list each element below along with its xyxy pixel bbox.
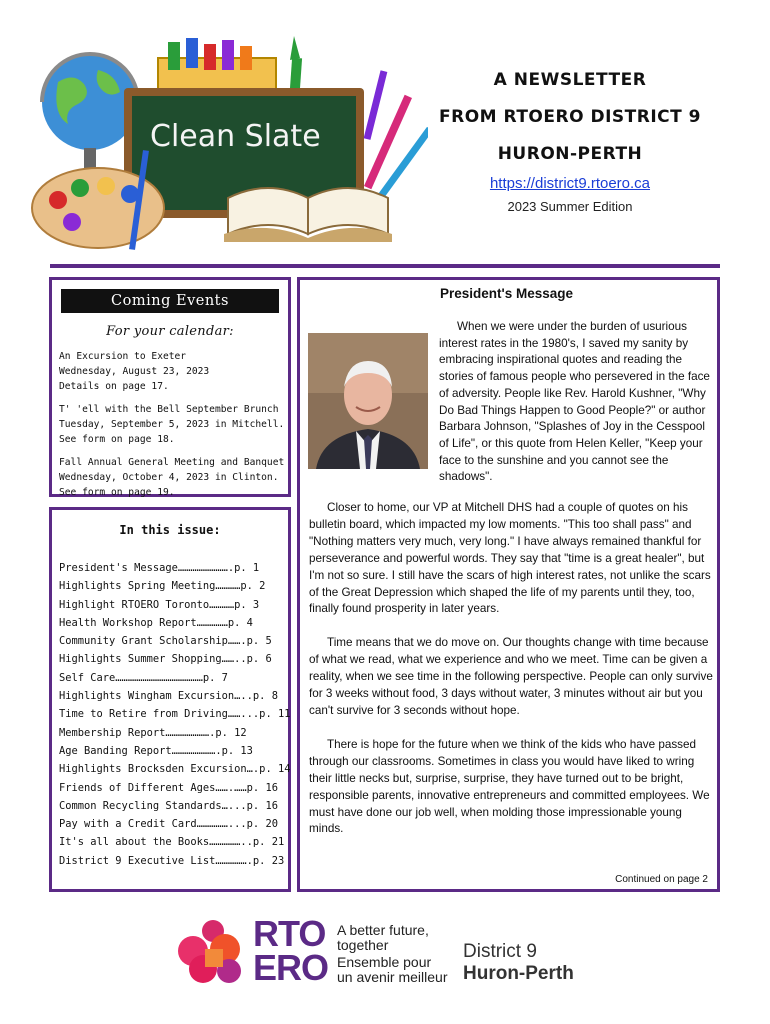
in-this-issue-title: In this issue: [119,523,221,537]
toc-item: Common Recycling Standards…...p. 16 [59,799,278,812]
tagline-english: A better future, together [337,922,429,953]
toc-item: Health Workshop Report……………p. 4 [59,616,253,629]
event-date: Wednesday, August 23, 2023 [59,366,210,377]
event-details: See form on page 18. [59,434,175,445]
event-details: Details on page 17. [59,381,169,392]
district-website-link[interactable]: https://district9.rtoero.ca [489,175,651,192]
event-item [59,349,288,394]
in-this-issue-panel [49,507,291,892]
district-label: District 9 [463,941,537,962]
newsletter-heading [430,62,710,214]
toc-item: Highlight RTOERO Toronto…………p. 3 [59,598,260,611]
presidents-message-panel [297,277,720,892]
rtoero-flower-icon [175,919,251,985]
paint-palette-icon [32,150,164,250]
president-portrait [308,333,428,469]
newsletter-line: FROM RTOERO DISTRICT 9 [439,107,701,127]
event-name: T' 'ell with the Bell September Brunch [59,404,279,415]
event-date: Wednesday, October 4, 2023 in Clinton. [59,472,279,483]
rtoero-wordmark: RTO ERO [253,913,329,988]
paintbrush-icon [364,70,428,203]
masthead-title: Clean Slate [150,119,321,154]
presidents-message-paragraph: When we were under the burden of usurious interest rates in the 1980's, I saved my sanity by embracing inspirational quotes and reading the stories of famous people who persevered in the face of adversity. People like Rev. Harold Kushner, "Why Do Bad Things Happen to Good People?" or author Barbara Johnson, "Splashes of Joy in the Cesspool of Life", or this quote from Helen Keller, "Keep your face to the sunshine and you cannot see the shadows". [439,320,710,484]
toc-item: President's Message…………………….p. 1 [59,562,260,574]
continued-note: Continued on page 2 [615,874,708,885]
event-date: Tuesday, September 5, 2023 in Mitchell. [59,419,285,430]
toc-item: District 9 Executive List…………….p. 23 [59,854,285,867]
event-name: An Excursion to Exeter [59,351,187,362]
newsletter-line: HURON-PERTH [497,144,643,164]
toc-item: Community Grant Scholarship…….p. 5 [59,635,272,648]
event-item [59,402,288,447]
events-list [59,349,288,500]
presidents-message-title: President's Message [440,286,574,301]
toc-item: Pay with a Credit Card……………...p. 20 [59,818,278,831]
toc-item: Highlights Summer Shopping……..p. 6 [59,653,272,666]
coming-events-title: Coming Events [61,289,279,313]
clean-slate-masthead-illustration [28,30,428,255]
toc-item: Self Care……………………………………p. 7 [59,671,228,684]
event-name: Fall Annual General Meeting and Banquet [59,457,285,468]
toc-item: Highlights Spring Meeting…………p. 2 [59,580,266,593]
region-label: Huron-Perth [463,963,574,984]
presidents-message-paragraph: Closer to home, our VP at Mitchell DHS had a couple of quotes on his bulletin board, which impacted my low moments. "This too shall pass" and "Nothing matters very much, very long." I have always remained thankful for perseverance and powerful words. They say that "time is a great healer", but I'm not so sure. I still have the scars of high interest rates, not unlike the scars of the Great Depression which shaped the life of my parents until they, too, finally found prosperity in later years. [309,501,711,616]
tagline-french: Ensemble pour un avenir meilleur [337,954,448,985]
rtoero-logo [175,913,605,989]
toc-item: Age Banding Report………………….p. 13 [59,744,253,757]
event-details: See form on page 19. [59,487,175,498]
presidents-message-body [309,500,713,855]
coming-events-subtitle: For your calendar: [106,324,234,339]
toc-item: Membership Report………………….p. 12 [59,726,247,739]
presidents-message-paragraph: There is hope for the future when we think of the kids who have passed through our classrooms. Sometimes in class you would have liked to wring their little necks but, surprise, surprise, they have turned out to be bright, responsible parents, innovative entrepreneurs and committed employees. We must have done our job well, when molding those impressionable young minds. [309,737,710,836]
coming-events-panel [49,277,291,497]
toc-item: Highlights Brocksden Excursion….p. 14 [59,763,291,776]
toc-item: Highlights Wingham Excursion…..p. 8 [59,690,278,703]
globe-icon [42,54,138,174]
toc-item: It's all about the Books……………..p. 21 [59,836,285,849]
event-item [59,455,288,500]
table-of-contents [59,559,291,870]
header-divider [50,264,720,268]
newsletter-line: A NEWSLETTER [493,70,647,90]
toc-item: Friends of Different Ages…….……p. 16 [59,781,278,794]
presidents-message-paragraph: Time means that we do move on. Our thoughts change with time because of what we read, what we experience and who we meet. Time can be given a reality, when we see time in the following perspective. People can only survive for 3 weeks without food, 3 days without water, 3 minutes without air but you can't survive for 3 seconds without hope. [309,636,713,717]
toc-item: Time to Retire from Driving……...p. 11 [59,708,291,721]
edition-label: 2023 Summer Edition [507,199,633,214]
